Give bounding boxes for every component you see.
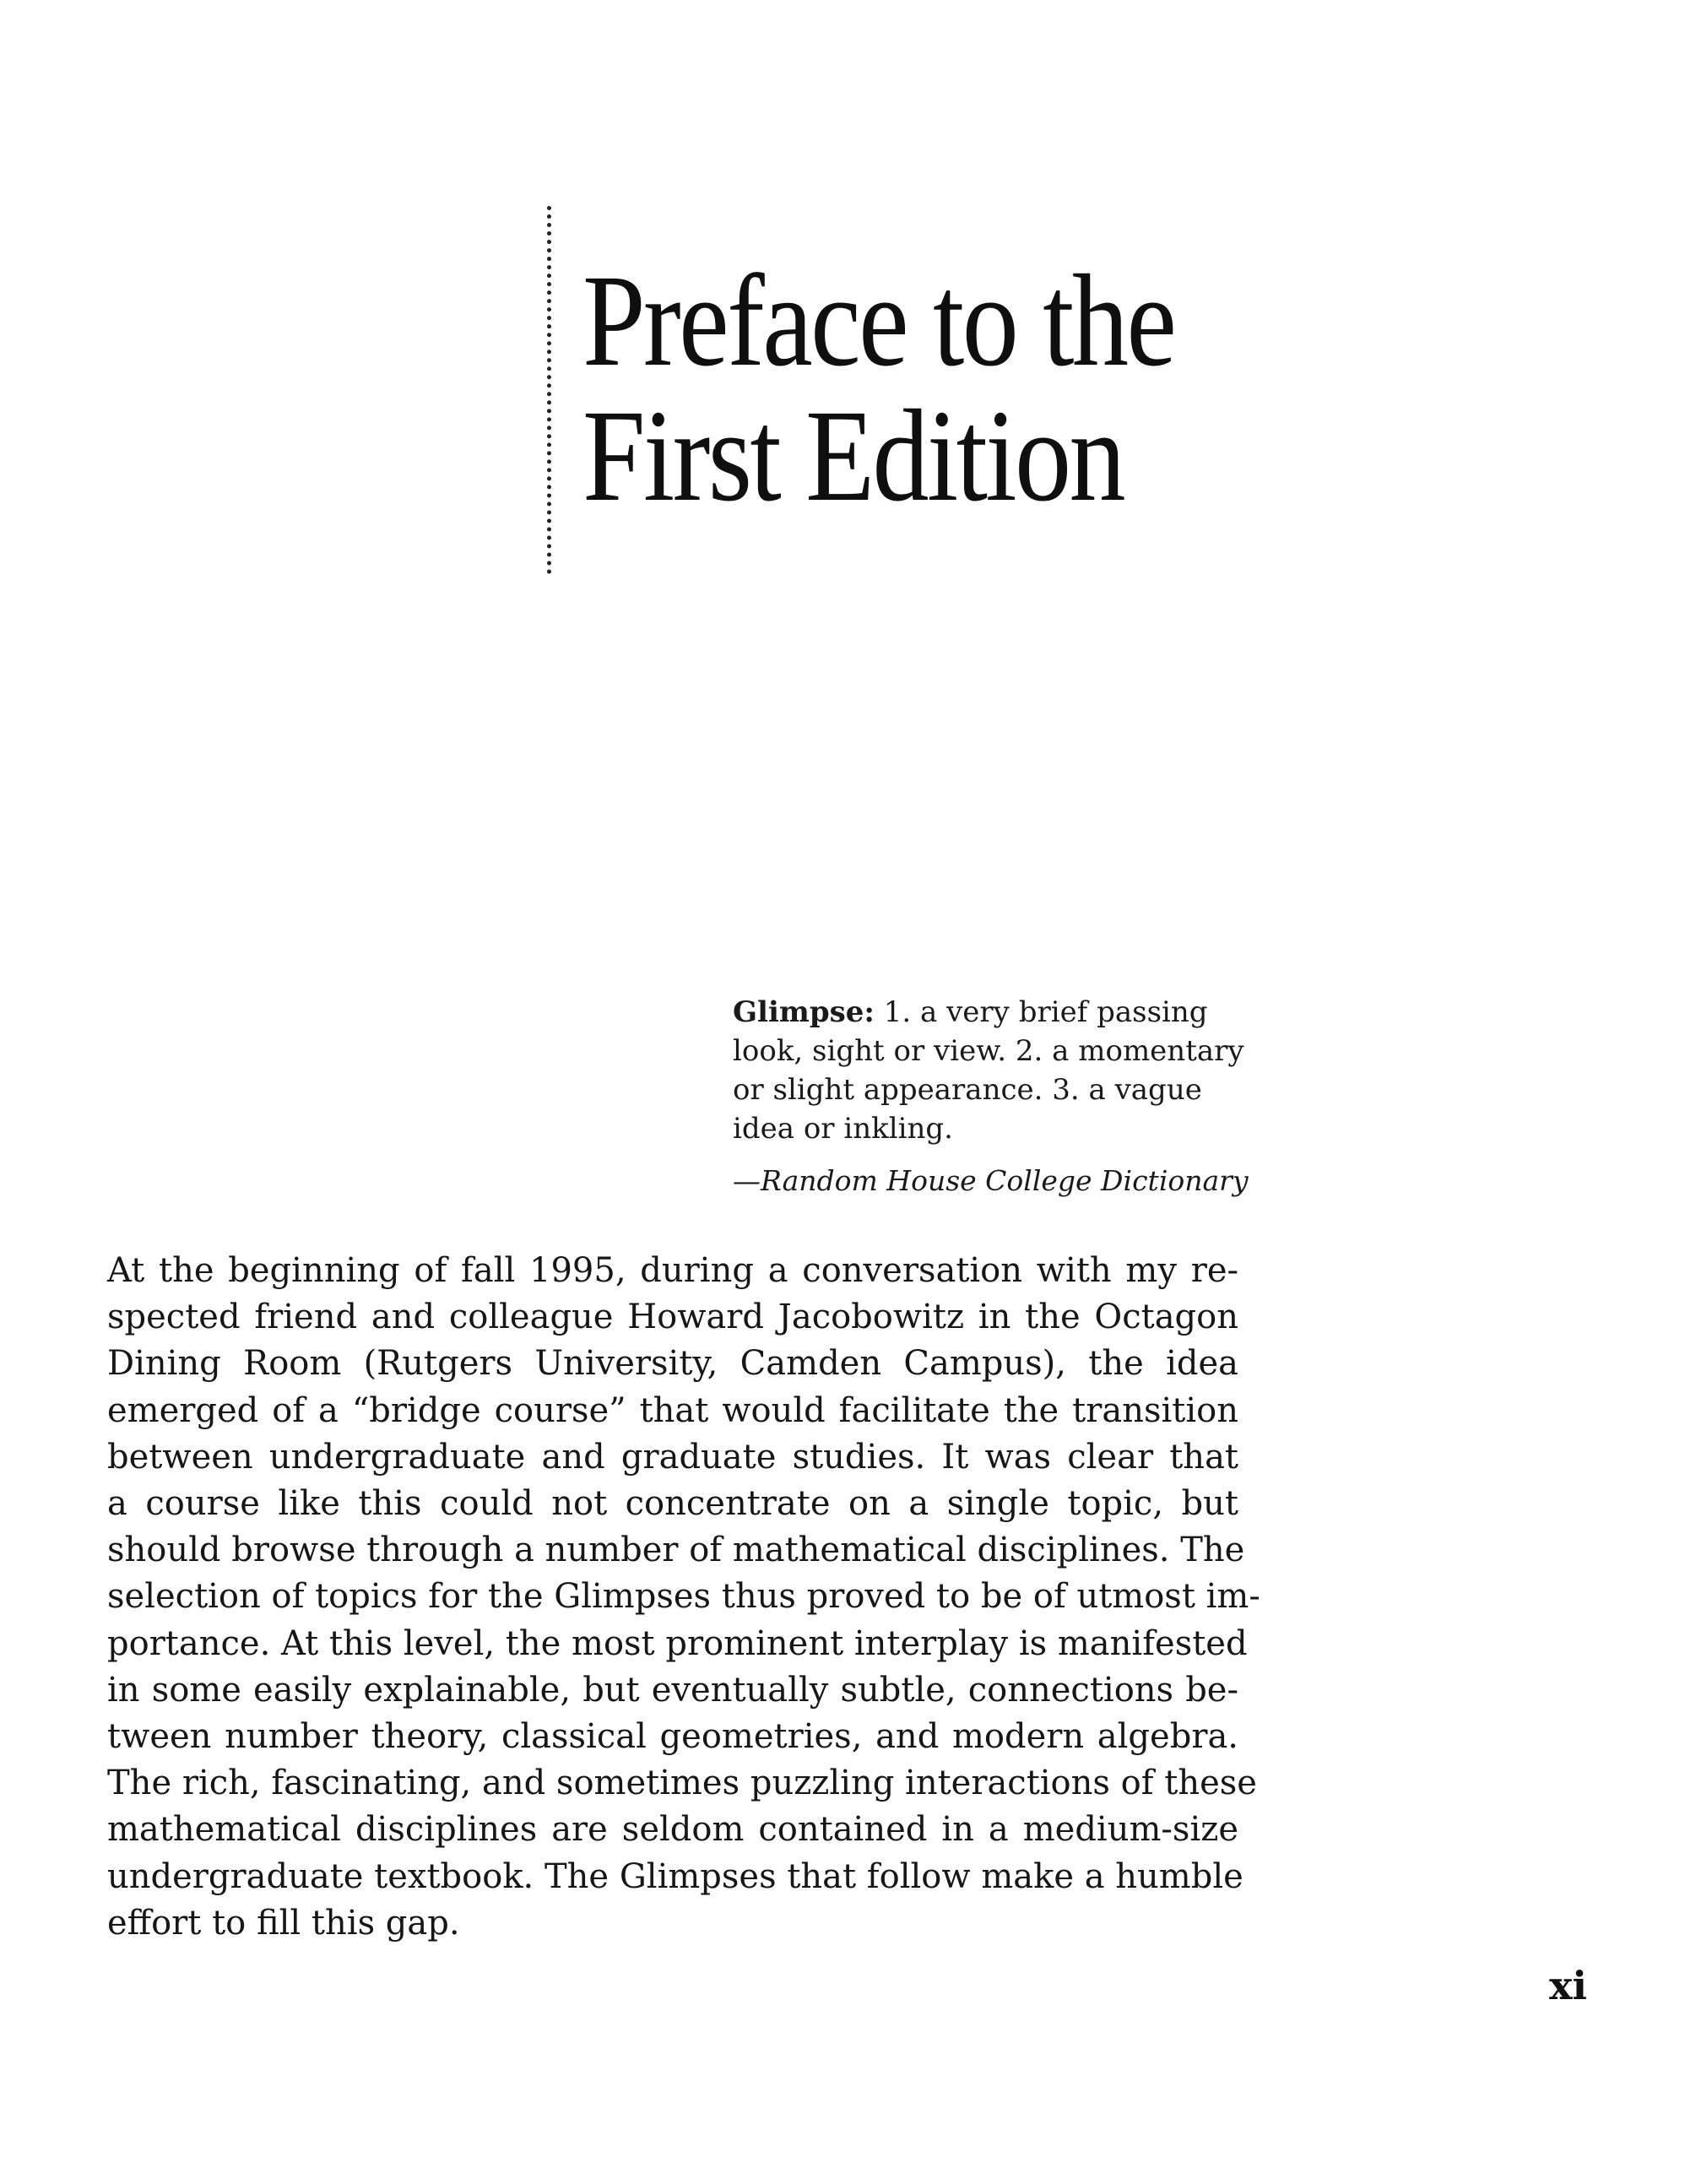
body-line: The rich, fascinating, and sometimes puzzling interactions of these xyxy=(107,1764,1257,1803)
title-dotted-rule xyxy=(547,206,551,574)
body-line: mathematical disciplines are seldom contained in a medium-size xyxy=(107,1810,1238,1850)
epigraph-attribution: —Random House College Dictionary xyxy=(733,1164,1249,1197)
chapter-title-line-2: First Edition xyxy=(582,382,1124,528)
body-paragraph xyxy=(107,1248,1260,1947)
chapter-title-line-1: Preface to the xyxy=(582,247,1175,393)
body-line: emerged of a “bridge course” that would facilitate the transition xyxy=(107,1390,1238,1430)
body-line: portance. At this level, the most prominent interplay is manifested xyxy=(107,1623,1248,1663)
epigraph-line-1 xyxy=(733,993,1239,1032)
body-line: between undergraduate and graduate studies. It was clear that xyxy=(107,1437,1238,1477)
chapter-title xyxy=(582,247,1175,528)
body-line: At the beginning of fall 1995, during a conversation with my re- xyxy=(107,1251,1238,1290)
body-line: Dining Room (Rutgers University, Camden Campus), the idea xyxy=(107,1344,1238,1384)
body-line: effort to fill this gap. xyxy=(107,1903,460,1943)
epigraph-line-2: look, sight or view. 2. a momentary xyxy=(733,1034,1244,1068)
epigraph-definition-1: 1. a very brief passing xyxy=(883,995,1208,1029)
body-line: spected friend and colleague Howard Jacobowitz in the Octagon xyxy=(107,1298,1238,1337)
body-line: undergraduate textbook. The Glimpses that follow make a humble xyxy=(107,1856,1243,1896)
epigraph xyxy=(733,993,1244,1148)
body-line: should browse through a number of mathematical disciplines. The xyxy=(107,1531,1245,1570)
epigraph-line-3: or slight appearance. 3. a vague xyxy=(733,1073,1202,1107)
body-line: a course like this could not concentrate on a single topic, but xyxy=(107,1484,1238,1524)
epigraph-term: Glimpse: xyxy=(733,995,875,1029)
body-line: in some easily explainable, but eventually subtle, connections be- xyxy=(107,1670,1238,1710)
page-number: xi xyxy=(1549,1963,1587,2008)
body-line: tween number theory, classical geometries, and modern algebra. xyxy=(107,1717,1238,1757)
epigraph-line-4: idea or inkling. xyxy=(733,1112,953,1146)
body-line: selection of topics for the Glimpses thus proved to be of utmost im- xyxy=(107,1577,1260,1617)
